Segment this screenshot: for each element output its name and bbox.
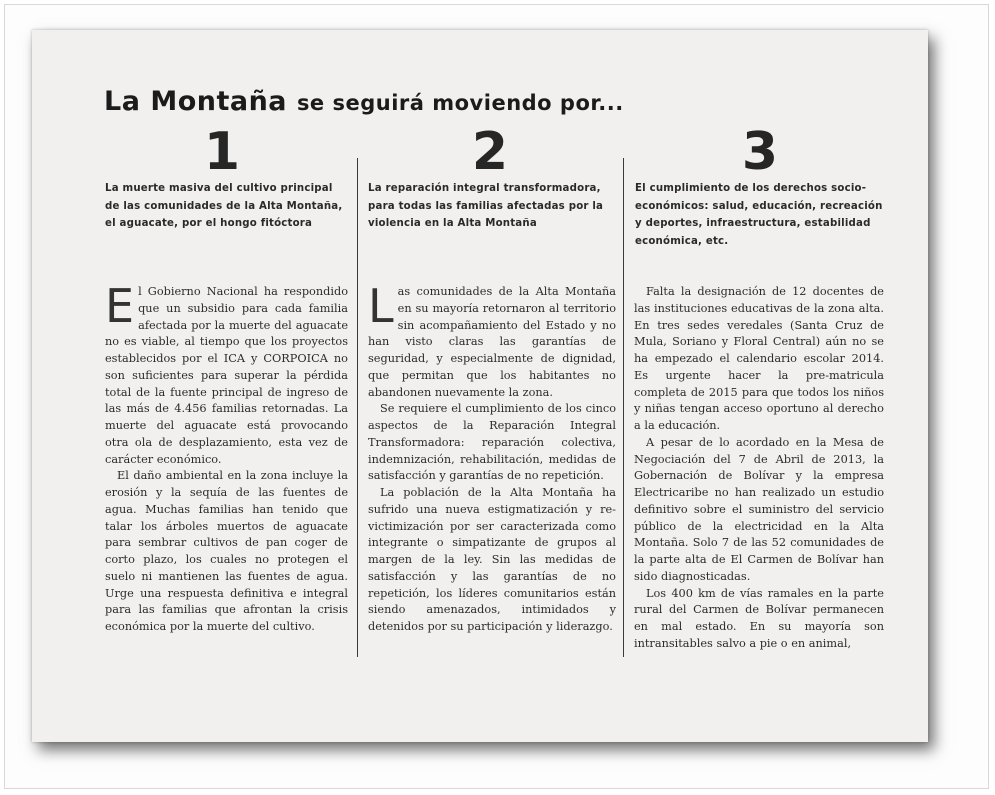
title-prefix: La Montaña [104, 86, 288, 117]
title-rest: se seguirá moviendo por... [296, 91, 624, 115]
page-title [104, 86, 624, 117]
column-2-dropcap: L [368, 279, 394, 333]
column-2-paragraph [368, 279, 616, 401]
column-3-heading: El cumplimiento de los derechos socio-económicos: salud, educación, recreación y deportes, infraestructura, estabilidad económica, etc. [635, 183, 883, 247]
column-3-paragraph: A pesar de lo acordado en la Mesa de Negociación del 7 de Abril de 2013, la Gobernación de Bolívar y la empresa Electricaribe no han realizado un estudio definitivo sobre el suministro del servicio público de la electricidad en la Alta Montaña. Solo 7 de las 52 comunidades de la parte alta de El Carmen de Bolívar han sido diagnosticadas. [634, 435, 884, 583]
column-2-paragraph: La población de la Alta Montaña ha sufrido una nueva estigmatización y re-victimización por ser caracterizada como integrante o simpatizante de grupos al margen de la ley. Sin las medidas de satisfacción y las garantías de no repetición, los líderes comunitarios están siendo amenazados, intimidados y detenidos por su participación y liderazgo. [368, 486, 616, 633]
column-1-heading: La muerte masiva del cultivo principal de las comunidades de la Alta Montaña, el aguacate, por el hongo fitóctora [105, 183, 343, 229]
column-3-paragraph: Los 400 km de vías ramales en la parte rural del Carmen de Bolívar permanecen en mal estado. En su mayoría son intransitables salvo a pie o en animal, [634, 586, 884, 650]
column-divider-2 [623, 158, 624, 657]
column-2-heading: La reparación integral transformadora, para todas las familias afectadas por la violencia en la Alta Montaña [368, 183, 604, 229]
column-2-number: 2 [471, 122, 509, 182]
column-divider-1 [357, 158, 358, 657]
column-2-paragraph: Se requiere el cumplimiento de los cinco aspectos de la Reparación Integral Transformadora: reparación colectiva, indemnización, rehabilitación, medidas de satisfacción y garantías de no repetición. [368, 402, 616, 483]
column-3-number: 3 [741, 122, 779, 182]
column-1-paragraph: El daño ambiental en la zona incluye la erosión y la sequía de las fuentes de agua. Muchas familias han tenido que talar los árboles muertos de aguacate para sembrar cultivos de pan coger de corto plazo, los cuales no protegen el suelo ni mantienen las fuentes de agua. Urge una respuesta definitiva e integral para las familias que afrontan la crisis económica por la muerte del cultivo. [105, 469, 348, 633]
column-2-body [368, 279, 616, 636]
column-1-number: 1 [203, 122, 241, 182]
column-3-body [634, 284, 884, 653]
column-1-paragraph-text: l Gobierno Nacional ha respondido que un subsidio para cada familia afectada por la muerte del aguacate no es viable, al tiempo que los proyectos establecidos por el ICA y CORPOICA no son suficientes para superar la pérdida total de la fuente principal de ingreso de las más de 4.456 familias retornadas. La muerte del aguacate está provocando otra ola de desplazamiento, esta vez de carácter económico. [105, 285, 348, 466]
column-3-paragraph: Falta la designación de 12 docentes de las instituciones educativas de la zona alta. En tres sedes veredales (Santa Cruz de Mula, Soriano y Floral Central) aún no se ha empezado el calendario escolar 2014. Es urgente hacer la pre-matricula completa de 2015 para que todos los niños y niñas tengan acceso oportuno al derecho a la educación. [634, 285, 884, 432]
column-1-body [105, 279, 348, 636]
newspaper-page [32, 30, 928, 742]
column-2-paragraph-text: as comunidades de la Alta Montaña en su mayoría retornaron al territorio sin acompañamiento del Estado y no han visto claras las garantías de seguridad, y especialmente de dignidad, que permitan que los habitantes no abandonen nuevamente la zona. [368, 285, 616, 399]
column-1-dropcap: E [105, 279, 135, 333]
column-1-paragraph [105, 279, 348, 468]
